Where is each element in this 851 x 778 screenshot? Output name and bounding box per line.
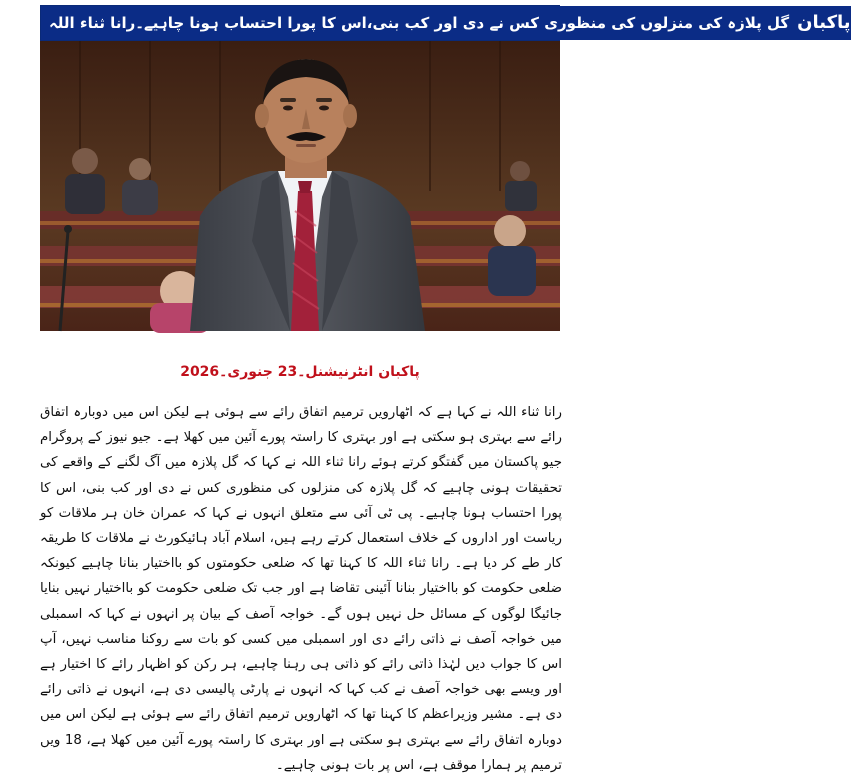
portrait-photo-illustration	[40, 41, 560, 331]
article-body: رانا ثناء اللہ نے کہا ہے کہ اٹھارویں ترمیم اتفاق رائے سے ہوئی ہے لیکن اس میں دوبارہ اتفاق رائے سے بہتری ہو سکتی ہے اور بہتری کا راستہ پورے آئین میں کھلا ہے۔ جیو نیوز کے پروگرام جیو پاکستان میں گفتگو کرتے ہوئے رانا ثناء اللہ نے کہا کہ گل پلازہ میں آگ لگنے کے واقعے کی تحقیقات ہونی چاہیے کہ گل پلازہ کی منزلوں کی منظوری کس نے دی اور کب بنی، اس کا پورا احتساب ہونا چاہیے۔ پی ٹی آئی سے متعلق انہوں نے کہا کہ عمران خان ہر ملاقات کو ریاست اور اداروں کے خلاف استعمال کرتے رہے ہیں، اسلام آباد ہائیکورٹ نے ملاقات کا طریقہ کار طے کر دیا ہے۔ رانا ثناء اللہ کا کہنا تھا کہ ضلعی حکومتوں کو بااختیار بنانا چاہیے کیونکہ ضلعی حکومت کو بااختیار بنانا آئینی تقاضا ہے اور جب تک ضلعی حکومت کو بااختیار نہیں بنایا جائیگا لوگوں کے مسائل حل نہیں ہوں گے۔ خواجہ آصف کے بیان پر انہوں نے کہا کہ اسمبلی میں خواجہ آصف نے ذاتی رائے دی اور اسمبلی میں کسی کو بات سے روکنا مناسب نہیں، آپ اس کا جواب دیں لہٰذا ذاتی رائے کو ذاتی ہی رہنا چاہیے، ہر رکن کو اظہار رائے کا اختیار ہے اور ویسے بھی خواجہ آصف نے کب کہا کہ انہوں نے پارٹی پالیسی دی ہے، انہوں نے ذاتی رائے دی ہے۔ مشیر وزیراعظم کا کہنا تھا کہ اٹھارویں ترمیم اتفاق رائے سے ہوئی ہے لیکن اس میں دوبارہ اتفاق رائے سے بہتری ہو سکتی ہے اور بہتری کا راستہ پورے آئین میں کھلا ہے، 18 ویں ترمیم پر ہمارا موقف ہے، اس پر بات ہونی چاہیے۔	[40, 405, 562, 773]
portrait-photo	[40, 41, 560, 331]
brand-logo: پاکبان	[797, 6, 850, 40]
headline: گل پلازہ کی منزلوں کی منظوری کس نے دی اور کب بنی،اس کا پورا احتساب ہونا چاہیے۔رانا ثناء اللہ	[41, 6, 797, 40]
dateline: پاکبان انٹرنیشنل۔23 جنوری۔2026	[180, 364, 420, 380]
header-bar	[40, 5, 851, 41]
